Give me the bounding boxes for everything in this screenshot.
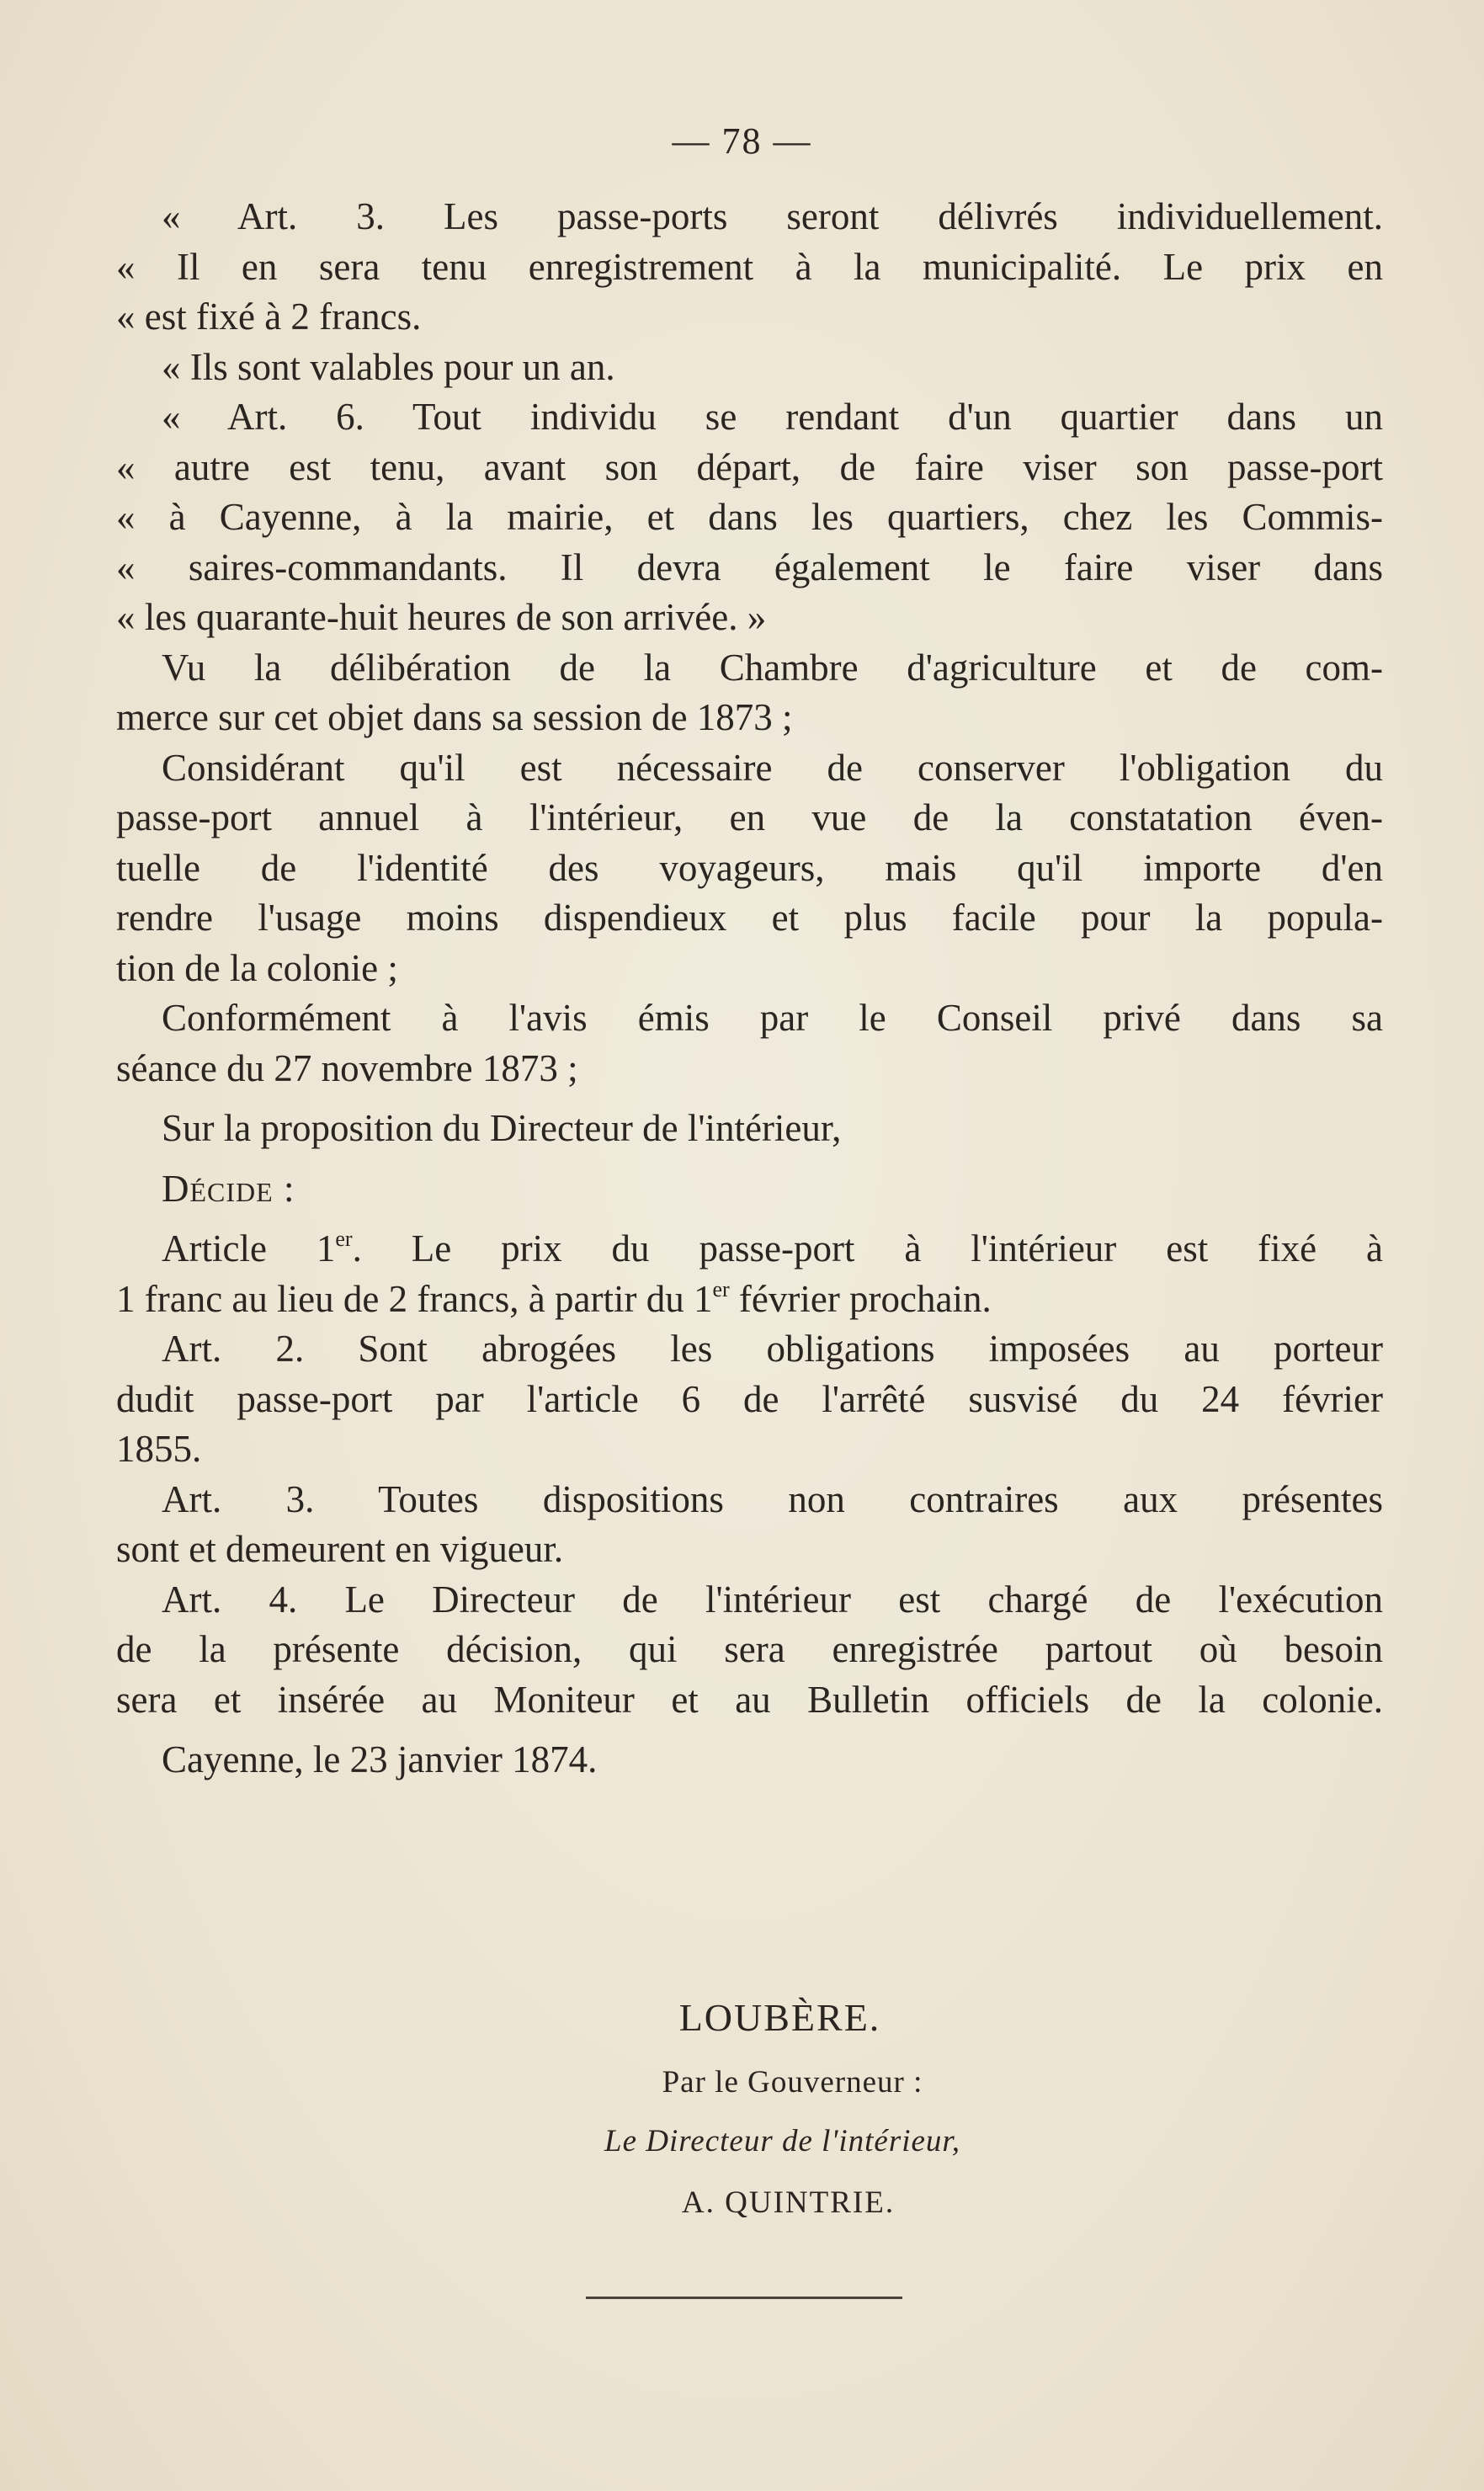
article-1-text-2: 1 franc au lieu de 2 francs, à partir du 1: [116, 1277, 713, 1320]
text-line: « autre est tenu, avant son départ, de faire viser son passe-port: [116, 445, 1383, 488]
ordinal-superscript: er: [335, 1227, 353, 1251]
signatory-name: LOUBÈRE.: [678, 1996, 881, 2039]
text-line: merce sur cet objet dans sa session de 1873 ;: [116, 696, 793, 738]
director-name: A. QUINTRIE.: [681, 2185, 896, 2220]
text-line: Considérant qu'il est nécessaire de conserver l'obligation du: [162, 746, 1383, 789]
text-line: sera et insérée au Moniteur et au Bulletin officiels de la colonie.: [116, 1678, 1383, 1721]
decision-heading: Décide :: [162, 1167, 295, 1210]
ordinal-superscript: er: [712, 1276, 730, 1301]
text-line: Conformément à l'avis émis par le Conseil privé dans sa: [162, 997, 1383, 1039]
text-line: tion de la colonie ;: [116, 946, 398, 989]
text-line: « Il en sera tenu enregistrement à la municipalité. Le prix en: [116, 245, 1383, 288]
text-line: dudit passe-port par l'article 6 de l'arrêté susvisé du 24 février: [116, 1377, 1383, 1420]
text-line: « Ils sont valables pour un an.: [162, 345, 615, 388]
text-line: tuelle de l'identité des voyageurs, mais qu'il importe d'en: [116, 846, 1383, 889]
text-line: « est fixé à 2 francs.: [116, 295, 422, 338]
document-body: [116, 192, 1383, 1786]
article-1-line-2: [116, 1275, 1383, 1325]
text-line: de la présente décision, qui sera enregistrée partout où besoin: [116, 1628, 1383, 1670]
text-line: « Art. 6. Tout individu se rendant d'un quartier dans un: [162, 396, 1383, 438]
article-1-text-cont: . Le prix du passe-port à l'intérieur est fixé à: [352, 1227, 1384, 1269]
text-line: « à Cayenne, à la mairie, et dans les quartiers, chez les Commis-: [116, 496, 1383, 538]
text-line: passe-port annuel à l'intérieur, en vue de la constatation éven-: [116, 796, 1383, 838]
text-line: « les quarante-huit heures de son arrivée. »: [116, 596, 767, 638]
text-line: Art. 3. Toutes dispositions non contraires aux présentes: [162, 1477, 1383, 1520]
text-line: sont et demeurent en vigueur.: [116, 1528, 564, 1570]
page-number: — 78 —: [672, 120, 812, 162]
text-line: Vu la délibération de la Chambre d'agriculture et de com-: [162, 646, 1383, 689]
article-1-text: Article 1: [162, 1227, 336, 1269]
text-line: 1855.: [116, 1428, 202, 1470]
text-line: Sur la proposition du Directeur de l'intérieur,: [162, 1107, 842, 1149]
text-line: Art. 4. Le Directeur de l'intérieur est chargé de l'exécution: [162, 1578, 1383, 1621]
text-line: rendre l'usage moins dispendieux et plus facile pour la popula-: [116, 897, 1383, 939]
article-1-text-2-cont: février prochain.: [729, 1277, 992, 1320]
signature-by-line: Par le Gouverneur :: [662, 2065, 923, 2100]
article-1-line: [116, 1224, 1383, 1275]
text-line: « saires-commandants. Il devra également le faire viser dans: [116, 546, 1383, 588]
date-line: Cayenne, le 23 janvier 1874.: [162, 1738, 598, 1780]
text-line: Art. 2. Sont abrogées les obligations imposées au porteur: [162, 1328, 1383, 1370]
text-line: séance du 27 novembre 1873 ;: [116, 1046, 578, 1089]
closing-rule-divider: [586, 2297, 902, 2299]
signature-role: Le Directeur de l'intérieur,: [604, 2124, 960, 2158]
text-line: « Art. 3. Les passe-ports seront délivrés individuellement.: [162, 195, 1383, 237]
